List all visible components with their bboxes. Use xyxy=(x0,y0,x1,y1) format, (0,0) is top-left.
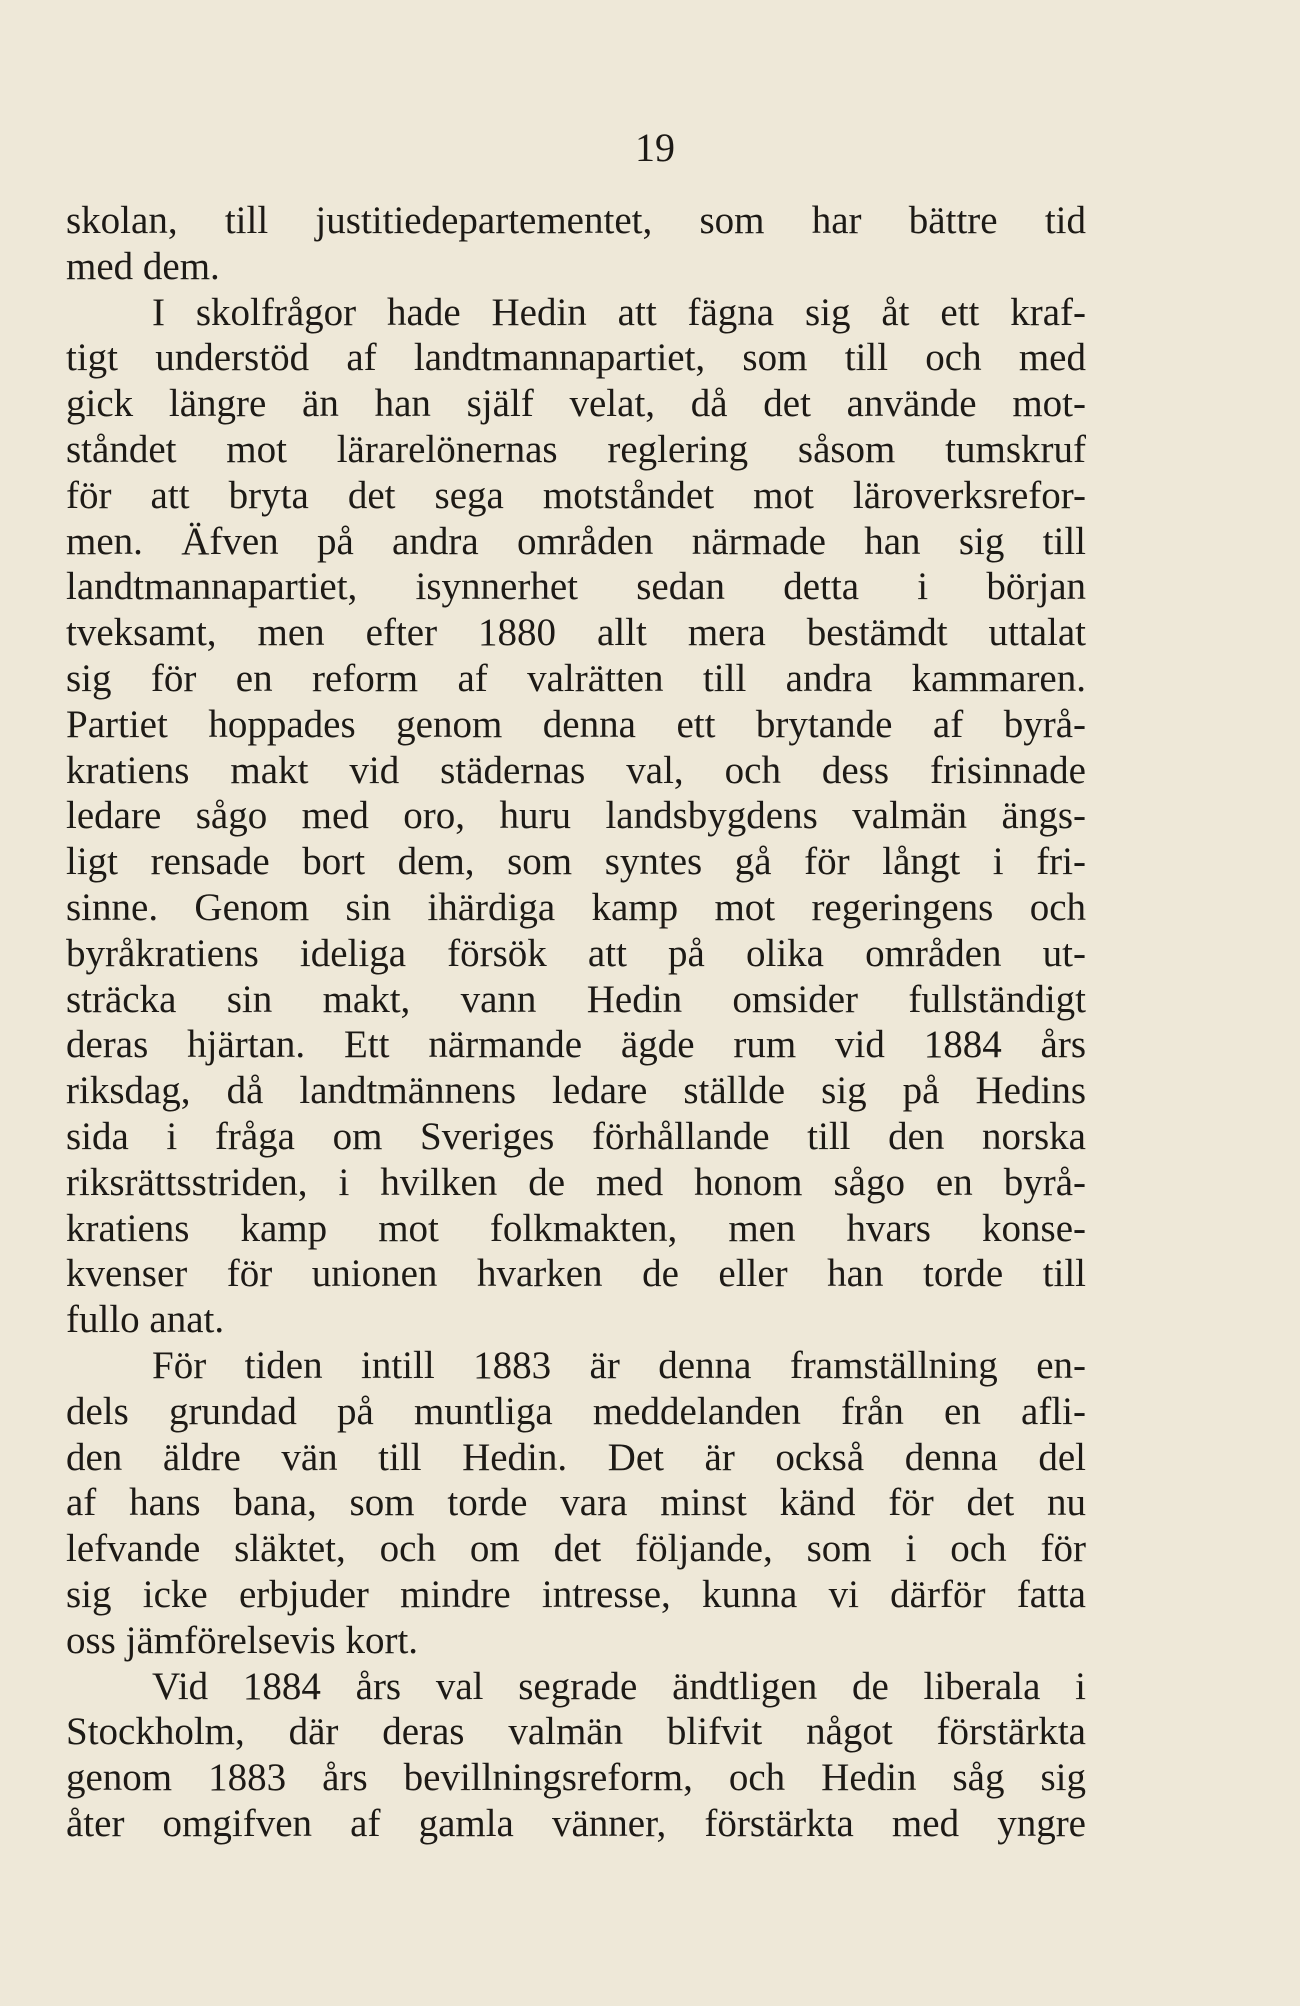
text-line: dels grundad på muntliga meddelanden från en afli- xyxy=(66,1389,1086,1433)
text-line: ledare sågo med oro, huru landsbygdens valmän ängs- xyxy=(66,794,1086,838)
text-line: sig icke erbjuder mindre intresse, kunna vi därför fatta xyxy=(66,1572,1086,1616)
text-line: Partiet hoppades genom denna ett brytande af byrå- xyxy=(66,702,1086,746)
text-line: tigt understöd af landtmannapartiet, som till och med xyxy=(66,336,1086,380)
text-line: Stockholm, där deras valmän blifvit något förstärkta xyxy=(66,1710,1086,1754)
text-line: ståndet mot lärarelönernas reglering såsom tumskruf xyxy=(66,427,1086,471)
text-line: fullo anat. xyxy=(66,1298,225,1342)
text-line: genom 1883 års bevillningsreform, och Hedin såg sig xyxy=(66,1756,1086,1800)
text-line: sida i fråga om Sveriges förhållande till den norska xyxy=(66,1114,1086,1158)
text-line: men. Äfven på andra områden närmade han sig till xyxy=(66,519,1086,563)
text-line: med dem. xyxy=(66,244,220,288)
text-line: åter omgifven af gamla vänner, förstärkta med yngre xyxy=(66,1801,1086,1845)
text-line: tveksamt, men efter 1880 allt mera bestämdt uttalat xyxy=(66,611,1086,655)
text-line: lefvande släktet, och om det följande, som i och för xyxy=(66,1527,1086,1571)
text-line: kratiens kamp mot folkmakten, men hvars konse- xyxy=(66,1206,1086,1250)
text-line: sinne. Genom sin ihärdiga kamp mot regeringens och xyxy=(66,885,1086,929)
text-line: riksdag, då landtmännens ledare ställde sig på Hedins xyxy=(66,1069,1086,1113)
text-line: I skolfrågor hade Hedin att fägna sig åt ett kraf- xyxy=(152,290,1086,334)
text-line: landtmannapartiet, isynnerhet sedan detta i början xyxy=(66,565,1086,609)
text-line: gick längre än han själf velat, då det använde mot- xyxy=(66,382,1086,426)
text-line: oss jämförelsevis kort. xyxy=(66,1618,419,1662)
text-line: för att bryta det sega motståndet mot läroverksrefor- xyxy=(66,473,1086,517)
text-line: byråkratiens ideliga försök att på olika områden ut- xyxy=(66,931,1086,975)
text-line: den äldre vän till Hedin. Det är också denna del xyxy=(66,1435,1086,1479)
text-line: skolan, till justitiedepartementet, som har bättre tid xyxy=(66,199,1086,242)
text-line: Vid 1884 års val segrade ändtligen de liberala i xyxy=(152,1664,1086,1708)
body-text xyxy=(66,198,1086,1847)
text-line: sträcka sin makt, vann Hedin omsider fullständigt xyxy=(66,977,1086,1021)
text-line: sig för en reform af valrätten till andra kammaren. xyxy=(66,656,1086,700)
text-line: riksrättsstriden, i hvilken de med honom sågo en byrå- xyxy=(66,1160,1086,1204)
text-line: af hans bana, som torde vara minst känd för det nu xyxy=(66,1481,1086,1525)
text-line: För tiden intill 1883 är denna framställning en- xyxy=(152,1343,1086,1387)
page-number: 19 xyxy=(635,125,675,170)
text-line: kvenser för unionen hvarken de eller han torde till xyxy=(66,1252,1086,1296)
text-line: kratiens makt vid städernas val, och dess frisinnade xyxy=(66,748,1086,792)
text-line: ligt rensade bort dem, som syntes gå för långt i fri- xyxy=(66,840,1086,884)
text-line: deras hjärtan. Ett närmande ägde rum vid 1884 års xyxy=(66,1023,1086,1067)
